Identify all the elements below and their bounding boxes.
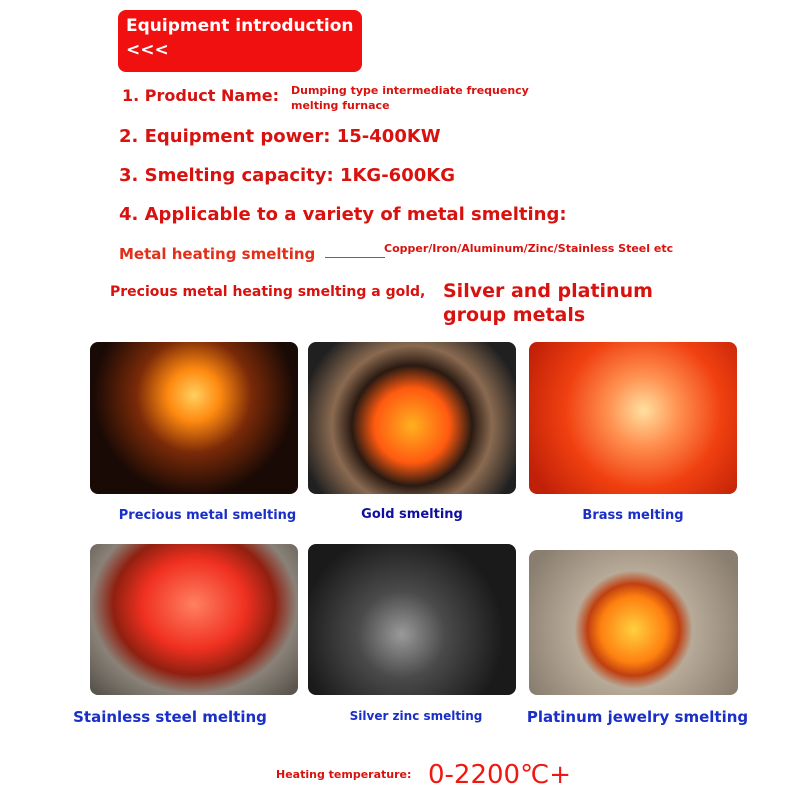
photo-silver-zinc <box>308 544 516 695</box>
heating-temperature-label: Heating temperature: <box>276 768 412 781</box>
metal-heating-label: Metal heating smelting <box>119 245 316 263</box>
smelting-capacity: 3. Smelting capacity: 1KG-600KG <box>119 165 455 186</box>
section-header: Equipment introduction <<< <box>118 10 362 72</box>
photo-gold <box>308 342 516 494</box>
product-name-value: Dumping type intermediate frequency melting furnace <box>291 84 529 112</box>
caption-gold: Gold smelting <box>361 507 463 522</box>
connector-line <box>325 257 385 258</box>
caption-brass: Brass melting <box>582 508 684 523</box>
product-name-label: 1. Product Name: <box>122 86 280 105</box>
photo-brass <box>529 342 737 494</box>
precious-metal-value: Silver and platinum group metals <box>443 280 653 326</box>
caption-silver-zinc: Silver zinc smelting <box>349 709 483 723</box>
equipment-power: 2. Equipment power: 15-400KW <box>119 126 441 147</box>
metal-heating-value: Copper/Iron/Aluminum/Zinc/Stainless Steel etc <box>384 242 674 255</box>
photo-platinum <box>529 550 738 695</box>
caption-precious-metal: Precious metal smelting <box>118 508 297 523</box>
photo-precious-metal <box>90 342 298 494</box>
precious-metal-label: Precious metal heating smelting a gold, <box>110 284 426 300</box>
photo-stainless-steel <box>90 544 298 695</box>
caption-stainless-steel: Stainless steel melting <box>73 708 267 726</box>
applicable-metals: 4. Applicable to a variety of metal smelting: <box>119 204 567 225</box>
caption-platinum: Platinum jewelry smelting <box>526 708 749 726</box>
heating-temperature-value: 0-2200℃+ <box>428 760 572 790</box>
